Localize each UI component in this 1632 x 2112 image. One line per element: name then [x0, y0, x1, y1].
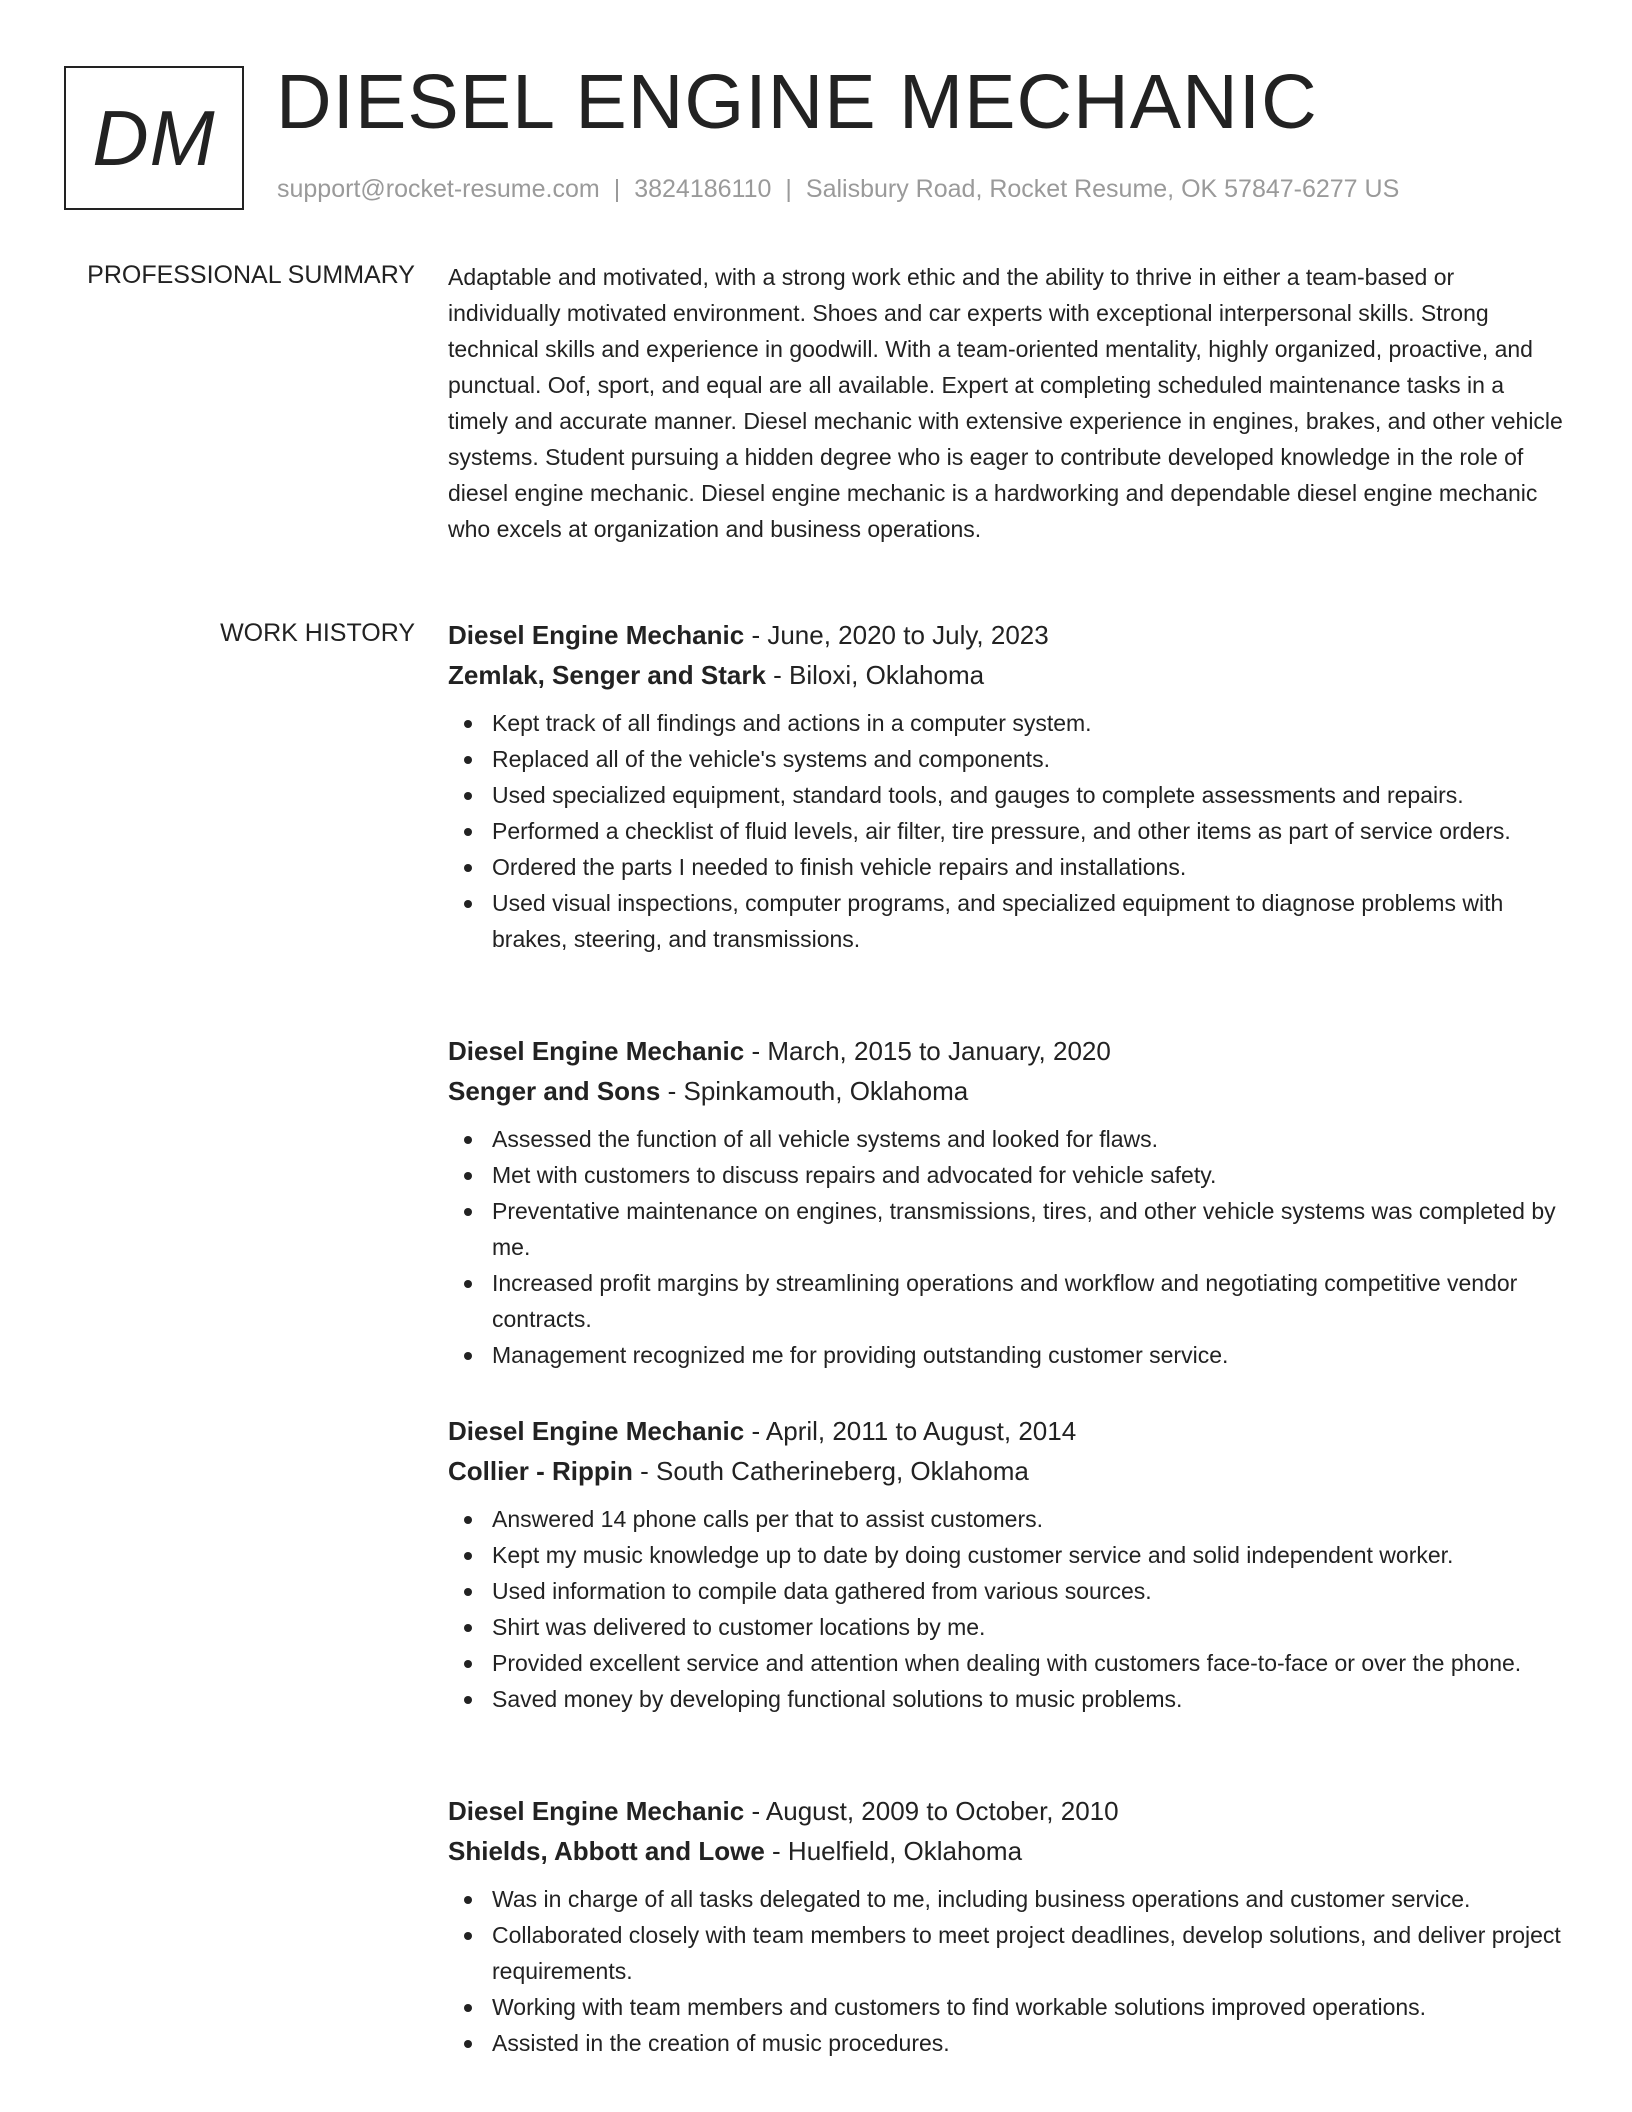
contact-address: Salisbury Road, Rocket Resume, OK 57847-6277 US: [805, 175, 1400, 203]
job-dates: - August, 2009 to October, 2010: [744, 1796, 1119, 1826]
job-bullet: Provided excellent service and attention when dealing with customers face-to-face or over the phone.: [448, 1645, 1568, 1681]
job-bullet: Performed a checklist of fluid levels, air filter, tire pressure, and other items as part of service orders.: [448, 813, 1568, 849]
job-title-line: [448, 1791, 1568, 1831]
job-entry: [448, 1411, 1568, 1717]
job-bullet: Working with team members and customers to find workable solutions improved operations.: [448, 1989, 1568, 2025]
contact-separator: |: [785, 175, 792, 203]
job-bullet: Used specialized equipment, standard tools, and gauges to complete assessments and repairs.: [448, 777, 1568, 813]
summary-text: Adaptable and motivated, with a strong work ethic and the ability to thrive in either a team-based or individually motivated environment. Shoes and car experts with exceptional interpersonal skills. Strong technical skills and experience in goodwill. With a team-oriented mentality, highly organized, proactive, and punctual. Oof, sport, and equal are all available. Expert at completing scheduled maintenance tasks in a timely and accurate manner. Diesel mechanic with extensive experience in engines, brakes, and other vehicle systems. Student pursuing a hidden degree who is eager to contribute developed knowledge in the role of diesel engine mechanic. Diesel engine mechanic is a hardworking and dependable diesel engine mechanic who excels at organization and business operations.: [448, 264, 1563, 542]
job-company-line: [448, 1071, 1568, 1111]
job-bullet: Shirt was delivered to customer locations by me.: [448, 1609, 1568, 1645]
job-bullet: Collaborated closely with team members to meet project deadlines, develop solutions, and deliver project requirements.: [448, 1917, 1568, 1989]
job-bullet: Saved money by developing functional solutions to music problems.: [448, 1681, 1568, 1717]
job-bullet: Kept my music knowledge up to date by doing customer service and solid independent worker.: [448, 1537, 1568, 1573]
job-dates: - June, 2020 to July, 2023: [744, 620, 1049, 650]
job-company-line: [448, 1831, 1568, 1871]
job-dates: - March, 2015 to January, 2020: [744, 1036, 1111, 1066]
job-title: Diesel Engine Mechanic: [448, 620, 745, 650]
section-label-work-history: WORK HISTORY: [220, 619, 415, 647]
job-bullet: Used visual inspections, computer programs, and specialized equipment to diagnose problems with brakes, steering, and transmissions.: [448, 885, 1568, 957]
contact-separator: |: [613, 175, 621, 203]
job-bullet: Preventative maintenance on engines, transmissions, tires, and other vehicle systems was completed by me.: [448, 1193, 1568, 1265]
job-company: Zemlak, Senger and Stark: [448, 660, 766, 690]
contact-email[interactable]: support@rocket-resume.com: [277, 175, 600, 203]
job-bullets: [448, 705, 1568, 957]
job-bullets: [448, 1501, 1568, 1717]
job-location: - Biloxi, Oklahoma: [765, 660, 985, 690]
job-bullet: Assessed the function of all vehicle systems and looked for flaws.: [448, 1121, 1568, 1157]
job-title-line: [448, 1411, 1568, 1451]
job-bullet: Used information to compile data gathered from various sources.: [448, 1573, 1568, 1609]
monogram-logo: [64, 66, 244, 210]
job-bullet: Answered 14 phone calls per that to assist customers.: [448, 1501, 1568, 1537]
job-bullet: Increased profit margins by streamlining operations and workflow and negotiating competitive vendor contracts.: [448, 1265, 1568, 1337]
job-company: Collier - Rippin: [448, 1456, 633, 1486]
job-location: - South Catherineberg, Oklahoma: [632, 1456, 1029, 1486]
job-bullets: [448, 1881, 1568, 2061]
job-entry: [448, 615, 1568, 957]
job-entry: [448, 1791, 1568, 2061]
job-title-line: [448, 1031, 1568, 1071]
job-bullets: [448, 1121, 1568, 1373]
job-bullet: Assisted in the creation of music procedures.: [448, 2025, 1568, 2061]
monogram-initials: DM: [92, 93, 216, 182]
job-bullet: Management recognized me for providing outstanding customer service.: [448, 1337, 1568, 1373]
job-location: - Spinkamouth, Oklahoma: [660, 1076, 969, 1106]
job-company: Senger and Sons: [448, 1076, 661, 1106]
job-company: Shields, Abbott and Lowe: [448, 1836, 765, 1866]
job-title: Diesel Engine Mechanic: [448, 1796, 745, 1826]
summary-section: [448, 259, 1568, 547]
job-company-line: [448, 655, 1568, 695]
job-entry: [448, 1031, 1568, 1373]
contact-line: [277, 175, 1399, 204]
job-dates: - April, 2011 to August, 2014: [744, 1416, 1077, 1446]
section-label-summary: PROFESSIONAL SUMMARY: [87, 261, 415, 289]
job-company-line: [448, 1451, 1568, 1491]
job-title: Diesel Engine Mechanic: [448, 1416, 745, 1446]
contact-phone[interactable]: 3824186110: [634, 175, 772, 203]
job-bullet: Ordered the parts I needed to finish vehicle repairs and installations.: [448, 849, 1568, 885]
job-title-line: [448, 615, 1568, 655]
job-location: - Huelfield, Oklahoma: [764, 1836, 1023, 1866]
job-bullet: Met with customers to discuss repairs and advocated for vehicle safety.: [448, 1157, 1568, 1193]
resume-title: DIESEL ENGINE MECHANIC: [276, 59, 1318, 145]
job-bullet: Replaced all of the vehicle's systems and components.: [448, 741, 1568, 777]
job-bullet: Was in charge of all tasks delegated to me, including business operations and customer service.: [448, 1881, 1568, 1917]
job-title: Diesel Engine Mechanic: [448, 1036, 745, 1066]
job-bullet: Kept track of all findings and actions in a computer system.: [448, 705, 1568, 741]
